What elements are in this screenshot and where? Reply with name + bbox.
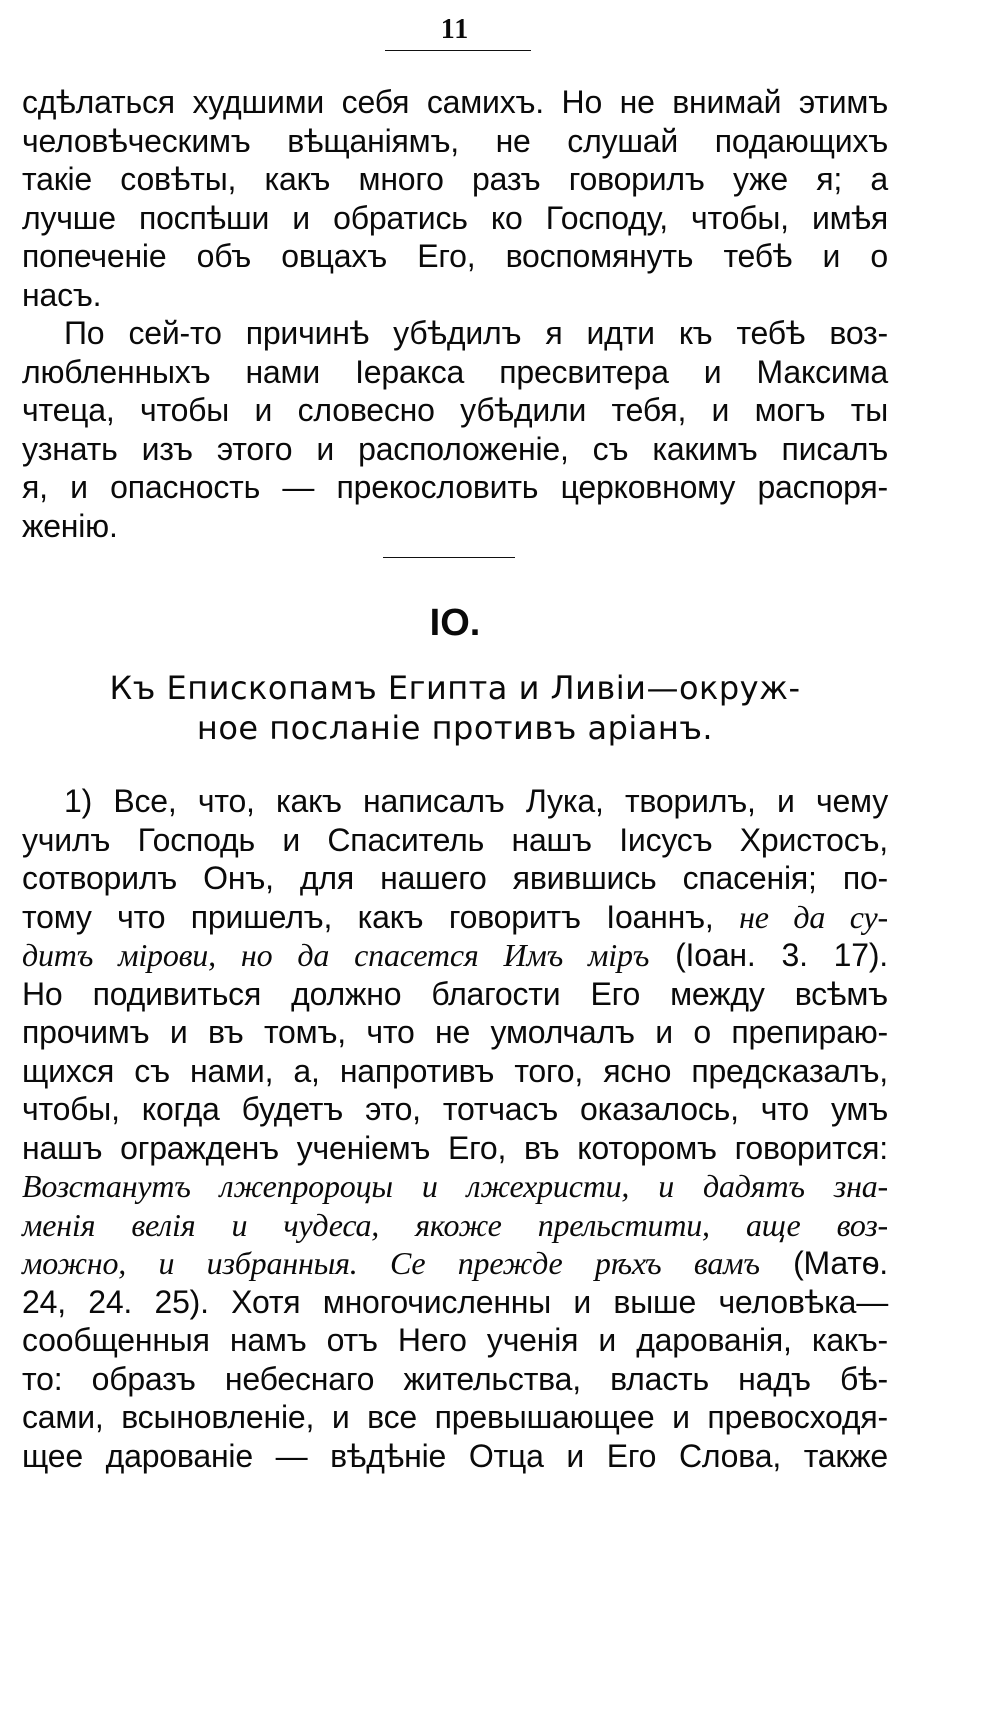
text-run: (Іоан. 3. 17). bbox=[649, 937, 888, 973]
scripture-quote: Возстанутъ лжепророцы и лжехристи, и дадятъ зна- bbox=[22, 1168, 888, 1204]
text-line bbox=[22, 975, 888, 1014]
text-line: узнать изъ этого и расположеніе, съ какимъ писалъ bbox=[22, 430, 888, 467]
text-run: 24, 24. 25). Хотя многочисленны и выше человѣка— bbox=[22, 1283, 888, 1320]
text-line bbox=[22, 1398, 888, 1437]
scripture-quote: не да су- bbox=[739, 898, 888, 935]
paragraph-intro bbox=[22, 83, 888, 314]
text-line bbox=[22, 1437, 888, 1476]
text-line bbox=[22, 1167, 888, 1206]
text-line bbox=[22, 821, 888, 860]
text-line: попеченіе объ овцахъ Его, воспомянуть тебѣ и о bbox=[22, 238, 888, 274]
text-run: сообщенныя намъ отъ Него ученія и дарованія, какъ- bbox=[22, 1322, 888, 1358]
text-run: тому что пришелъ, какъ говоритъ Іоаннъ, bbox=[22, 898, 740, 935]
text-run: сами, всыновленіе, и все превышающее и превосходя- bbox=[22, 1399, 888, 1435]
text-line bbox=[22, 1052, 888, 1091]
section-heading bbox=[22, 668, 888, 748]
text-line bbox=[22, 1321, 888, 1360]
text-line: По сей-то причинѣ убѣдилъ я идти къ тебѣ воз- bbox=[64, 315, 888, 351]
text-run: (Матѳ. bbox=[759, 1245, 888, 1281]
text-line bbox=[22, 1360, 888, 1399]
text-line bbox=[22, 1283, 888, 1322]
text-line: я, и опасность — прекословить церковному распоря- bbox=[22, 469, 888, 505]
paragraph-body bbox=[22, 782, 888, 1475]
heading-line: Къ Епископамъ Египта и Ливіи—окруж- bbox=[109, 669, 801, 707]
text-line: чтеца, чтобы и словесно убѣдили тебя, и могъ ты bbox=[22, 392, 888, 428]
text-line: лучше поспѣши и обратись ко Господу, чтобы, имѣя bbox=[22, 199, 888, 236]
text-line: любленныхъ нами Іеракса пресвитера и Максима bbox=[22, 353, 888, 390]
text-line: сдѣлаться худшими себя самихъ. Но не внимай этимъ bbox=[22, 84, 888, 120]
text-run: 1) Все, что, какъ написалъ Лука, творилъ, и чему bbox=[64, 783, 888, 819]
text-line bbox=[22, 936, 888, 975]
text-line bbox=[22, 782, 888, 821]
heading-line: ное посланіе противъ аріанъ. bbox=[196, 709, 714, 747]
text-line bbox=[22, 898, 888, 937]
text-line bbox=[22, 1244, 888, 1283]
text-line: женію. bbox=[22, 507, 118, 544]
text-line: человѣческимъ вѣщаніямъ, не слушай подающихъ bbox=[22, 122, 888, 159]
text-line bbox=[22, 859, 888, 898]
text-line bbox=[22, 1129, 888, 1168]
section-divider bbox=[383, 557, 515, 558]
text-line: насъ. bbox=[22, 276, 102, 313]
scripture-quote: дитъ мірови, но да спасется Имъ міръ bbox=[22, 937, 650, 973]
text-line bbox=[22, 1206, 888, 1245]
text-run: чтобы, когда будетъ это, тотчасъ оказалось, что умъ bbox=[22, 1091, 888, 1127]
header-rule bbox=[385, 50, 531, 51]
text-run: щихся съ нами, а, напротивъ того, ясно предсказалъ, bbox=[22, 1052, 888, 1089]
text-run: щее дарованіе — вѣдѣніе Отца и Его Слова, также bbox=[22, 1437, 888, 1474]
section-number: IO. bbox=[429, 602, 481, 644]
text-run: то: образъ небеснаго жительства, власть надъ бѣ- bbox=[22, 1360, 888, 1397]
text-line bbox=[22, 1013, 888, 1052]
text-line bbox=[22, 1090, 888, 1129]
paragraph-second bbox=[22, 314, 888, 545]
text-run: Но подивиться должно благости Его между всѣмъ bbox=[22, 975, 888, 1012]
text-run: сотворилъ Онъ, для нашего явившись спасенія; по- bbox=[22, 860, 888, 896]
text-run: нашъ огражденъ ученіемъ Его, въ которомъ говорится: bbox=[22, 1129, 888, 1166]
text-run: прочимъ и въ томъ, что не умолчалъ и о препираю- bbox=[22, 1014, 888, 1050]
text-line: такіе совѣты, какъ много разъ говорилъ уже я; а bbox=[22, 161, 888, 197]
page-number: 11 bbox=[440, 14, 470, 45]
scripture-quote: менія велія и чудеса, якоже прельстити, аще воз- bbox=[22, 1206, 888, 1243]
scripture-quote: можно, и избранныя. Се прежде рѣхъ вамъ bbox=[22, 1245, 760, 1281]
text-run: училъ Господь и Спаситель нашъ Іисусъ Христосъ, bbox=[22, 821, 888, 858]
